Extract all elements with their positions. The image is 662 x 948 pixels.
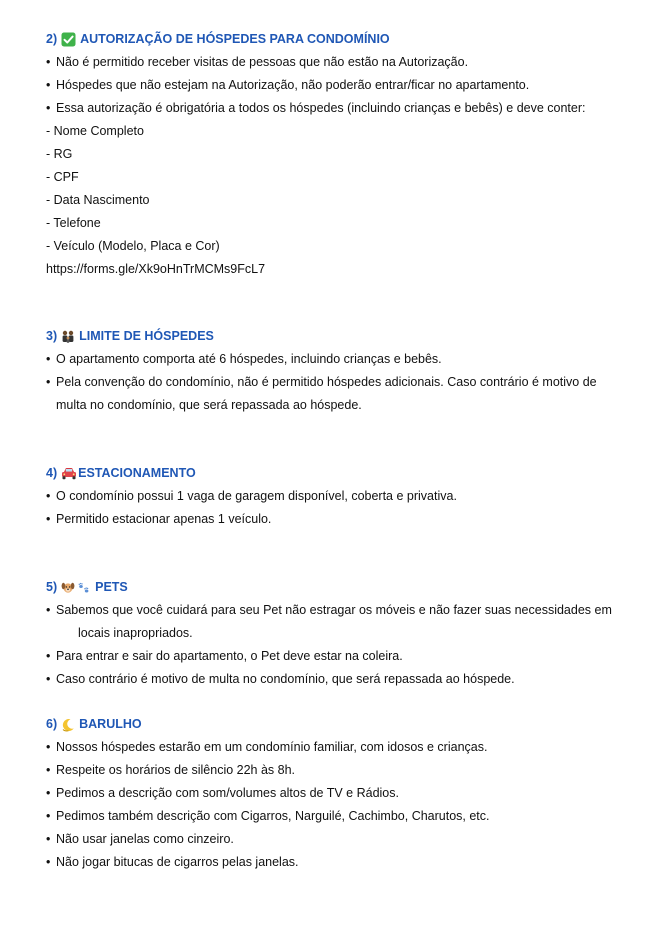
- required-field: - CPF: [46, 170, 79, 184]
- section-heading: [46, 28, 636, 51]
- list-item-text: Nossos hóspedes estarão em um condomínio familiar, com idosos e crianças.: [56, 740, 488, 754]
- list-item: • Para entrar e sair do apartamento, o Pet deve estar na coleira.: [46, 645, 636, 668]
- crescent-moon-icon: [61, 718, 75, 732]
- list-item: • Essa autorização é obrigatória a todos os hóspedes (incluindo crianças e bebês) e deve conter:: [46, 97, 636, 120]
- list-item: • Hóspedes que não estejam na Autorização, não poderão entrar/ficar no apartamento.: [46, 74, 636, 97]
- section-heading: [46, 325, 636, 348]
- section-title: PETS: [95, 580, 128, 594]
- list-item: • Caso contrário é motivo de multa no condomínio, que será repassada ao hóspede.: [46, 668, 636, 691]
- list-item: • O apartamento comporta até 6 hóspedes, incluindo crianças e bebês.: [46, 348, 636, 371]
- list-item-text: Não jogar bitucas de cigarros pelas janelas.: [56, 855, 299, 869]
- list-item: • Pedimos a descrição com som/volumes altos de TV e Rádios.: [46, 782, 636, 805]
- section-number: 5): [46, 580, 58, 594]
- list-item-text: Caso contrário é motivo de multa no condomínio, que será repassada ao hóspede.: [56, 672, 515, 686]
- section-heading: [46, 462, 636, 485]
- list-item-text: Para entrar e sair do apartamento, o Pet deve estar na coleira.: [56, 649, 403, 663]
- list-item-text: Respeite os horários de silêncio 22h às 8h.: [56, 763, 296, 777]
- list-item-continuation: locais inapropriados.: [78, 626, 193, 640]
- section-title: LIMITE DE HÓSPEDES: [79, 329, 214, 343]
- list-item: • Não usar janelas como cinzeiro.: [46, 828, 636, 851]
- list-item: • Não jogar bitucas de cigarros pelas janelas.: [46, 851, 636, 874]
- list-item: • Nossos hóspedes estarão em um condomínio familiar, com idosos e crianças.: [46, 736, 636, 759]
- section-title: BARULHO: [79, 717, 142, 731]
- section-title: AUTORIZAÇÃO DE HÓSPEDES PARA CONDOMÍNIO: [80, 32, 390, 46]
- section-heading: [46, 576, 636, 599]
- section-number: 2): [46, 32, 58, 46]
- list-item-text: Pedimos a descrição com som/volumes altos de TV e Rádios.: [56, 786, 399, 800]
- list-item-text: O condomínio possui 1 vaga de garagem disponível, coberta e privativa.: [56, 489, 457, 503]
- car-icon: [61, 467, 77, 480]
- list-item-text: Sabemos que você cuidará para seu Pet não estragar os móveis e não fazer suas necessidades em: [56, 603, 612, 617]
- check-mark-icon: [61, 32, 76, 47]
- authorization-form-link[interactable]: https://forms.gle/Xk9oHnTrMCMs9FcL7: [46, 262, 266, 276]
- section-number: 4): [46, 466, 58, 480]
- list-item-text: Pela convenção do condomínio, não é permitido hóspedes adicionais. Caso contrário é motivo de: [56, 375, 597, 389]
- list-item-text: Pedimos também descrição com Cigarros, Narguilé, Cachimbo, Charutos, etc.: [56, 809, 490, 823]
- section-pets: [46, 576, 636, 691]
- list-item: • Permitido estacionar apenas 1 veículo.: [46, 508, 636, 531]
- required-field: - Data Nascimento: [46, 193, 150, 207]
- list-item: • Respeite os horários de silêncio 22h às 8h.: [46, 759, 636, 782]
- list-item-text: Não é permitido receber visitas de pessoas que não estão na Autorização.: [56, 55, 469, 69]
- section-number: 6): [46, 717, 58, 731]
- list-item-text: Permitido estacionar apenas 1 veículo.: [56, 512, 272, 526]
- list-item: • Pela convenção do condomínio, não é permitido hóspedes adicionais. Caso contrário é motivo de: [46, 371, 636, 394]
- list-item: • Pedimos também descrição com Cigarros, Narguilé, Cachimbo, Charutos, etc.: [46, 805, 636, 828]
- list-item: • Sabemos que você cuidará para seu Pet não estragar os móveis e não fazer suas necessidades em: [46, 599, 636, 622]
- section-number: 3): [46, 329, 58, 343]
- list-item-text: O apartamento comporta até 6 hóspedes, incluindo crianças e bebês.: [56, 352, 442, 366]
- list-item: • Não é permitido receber visitas de pessoas que não estão na Autorização.: [46, 51, 636, 74]
- required-field: - Nome Completo: [46, 124, 144, 138]
- list-item-text: Não usar janelas como cinzeiro.: [56, 832, 234, 846]
- section-guest-limit: [46, 325, 636, 417]
- section-parking: [46, 462, 636, 531]
- list-item-continuation: multa no condomínio, que será repassada ao hóspede.: [56, 398, 362, 412]
- dog-icon: [61, 581, 75, 594]
- list-item-text: Hóspedes que não estejam na Autorização, não poderão entrar/ficar no apartamento.: [56, 78, 530, 92]
- required-field: - Veículo (Modelo, Placa e Cor): [46, 239, 220, 253]
- list-item: • O condomínio possui 1 vaga de garagem disponível, coberta e privativa.: [46, 485, 636, 508]
- section-noise: [46, 713, 636, 874]
- section-title: ESTACIONAMENTO: [78, 466, 196, 480]
- required-field: - RG: [46, 147, 73, 161]
- section-heading: [46, 713, 636, 736]
- required-field: - Telefone: [46, 216, 101, 230]
- section-guest-authorization: [46, 28, 636, 281]
- family-icon: [61, 330, 75, 344]
- list-item-text: Essa autorização é obrigatória a todos os hóspedes (incluindo crianças e bebês) e deve conter:: [56, 101, 586, 115]
- paw-prints-icon: [77, 581, 91, 594]
